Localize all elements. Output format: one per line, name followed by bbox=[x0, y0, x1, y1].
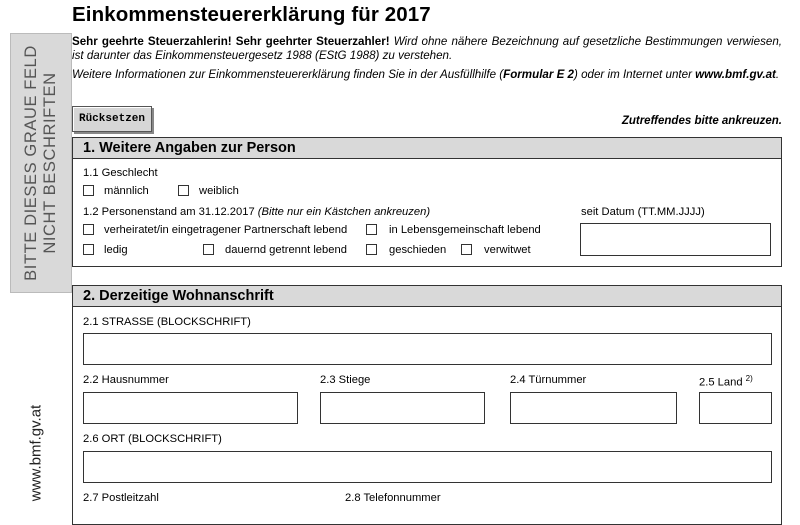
stairs-input[interactable] bbox=[320, 392, 485, 424]
gray-notice-line1: BITTE DIESES GRAUE FELD bbox=[22, 45, 40, 281]
divorced-checkbox[interactable] bbox=[366, 244, 377, 255]
widowed-label: verwitwet bbox=[484, 244, 531, 256]
married-checkbox[interactable] bbox=[83, 224, 94, 235]
section1-heading: 1. Weitere Angaben zur Person bbox=[73, 138, 781, 159]
since-date-input[interactable] bbox=[580, 223, 771, 256]
street-input[interactable] bbox=[83, 333, 772, 365]
stairs-label: 2.3 Stiege bbox=[320, 374, 371, 386]
intro-greeting: Sehr geehrte Steuerzahlerin! Sehr geehrter Steuerzahler! bbox=[72, 35, 390, 48]
divorced-label: geschieden bbox=[389, 244, 447, 256]
info-formular: Formular E 2 bbox=[503, 68, 574, 81]
female-checkbox[interactable] bbox=[178, 185, 189, 196]
male-checkbox[interactable] bbox=[83, 185, 94, 196]
female-label: weiblich bbox=[199, 185, 239, 197]
single-label: ledig bbox=[104, 244, 128, 256]
city-input[interactable] bbox=[83, 451, 772, 483]
info-url-link[interactable]: www.bmf.gv.at bbox=[695, 68, 776, 81]
separated-label: dauernd getrennt lebend bbox=[225, 244, 347, 256]
intro-text: Wird ohne nähere Bezeichnung auf gesetzliche Bestimmungen verwiesen, ist darunter das Einkommensteuergesetz 1988 (EStG 1988) zu verstehen. bbox=[72, 35, 782, 62]
widowed-checkbox[interactable] bbox=[461, 244, 472, 255]
street-label: 2.1 STRASSE (BLOCKSCHRIFT) bbox=[83, 316, 251, 328]
phone-label: 2.8 Telefonnummer bbox=[345, 492, 441, 504]
zip-label: 2.7 Postleitzahl bbox=[83, 492, 159, 504]
marital-status-hint: (Bitte nur ein Kästchen ankreuzen) bbox=[257, 206, 431, 218]
gender-label: 1.1 Geschlecht bbox=[83, 167, 158, 179]
gray-notice-line2: NICHT BESCHRIFTEN bbox=[41, 72, 59, 254]
single-checkbox[interactable] bbox=[83, 244, 94, 255]
section-address bbox=[72, 285, 782, 525]
country-label bbox=[699, 374, 753, 389]
info-text-2: ) oder im Internet unter bbox=[574, 68, 696, 81]
form-title: Einkommensteuererklärung für 2017 bbox=[72, 3, 431, 26]
marital-status-date: 1.2 Personenstand am 31.12.2017 bbox=[83, 206, 258, 218]
city-label: 2.6 ORT (BLOCKSCHRIFT) bbox=[83, 433, 222, 445]
info-text-1: Weitere Informationen zur Einkommensteuererklärung finden Sie in der Ausfüllhilfe ( bbox=[72, 68, 504, 81]
partnership-checkbox[interactable] bbox=[366, 224, 377, 235]
gray-field-notice bbox=[22, 45, 60, 281]
marital-status-label bbox=[83, 206, 430, 218]
country-input[interactable] bbox=[699, 392, 772, 424]
male-label: männlich bbox=[104, 185, 149, 197]
separated-checkbox[interactable] bbox=[203, 244, 214, 255]
partnership-label: in Lebensgemeinschaft lebend bbox=[389, 224, 541, 236]
info-paragraph bbox=[72, 68, 782, 82]
instruction-hint: Zutreffendes bitte ankreuzen. bbox=[621, 115, 782, 127]
reset-button[interactable]: Rücksetzen bbox=[72, 106, 152, 132]
since-date-label: seit Datum (TT.MM.JJJJ) bbox=[581, 206, 705, 218]
house-number-input[interactable] bbox=[83, 392, 298, 424]
door-number-input[interactable] bbox=[510, 392, 677, 424]
info-text-end: . bbox=[775, 68, 780, 81]
section-personal-details bbox=[72, 137, 782, 267]
side-url: www.bmf.gv.at bbox=[27, 404, 45, 502]
section2-heading: 2. Derzeitige Wohnanschrift bbox=[73, 286, 781, 307]
intro-paragraph bbox=[72, 35, 782, 63]
door-number-label: 2.4 Türnummer bbox=[510, 374, 587, 386]
country-footnote: 2) bbox=[745, 374, 753, 383]
country-label-text: 2.5 Land bbox=[699, 376, 743, 389]
house-number-label: 2.2 Hausnummer bbox=[83, 374, 169, 386]
married-label: verheiratet/in eingetragener Partnerschaft lebend bbox=[104, 224, 348, 236]
